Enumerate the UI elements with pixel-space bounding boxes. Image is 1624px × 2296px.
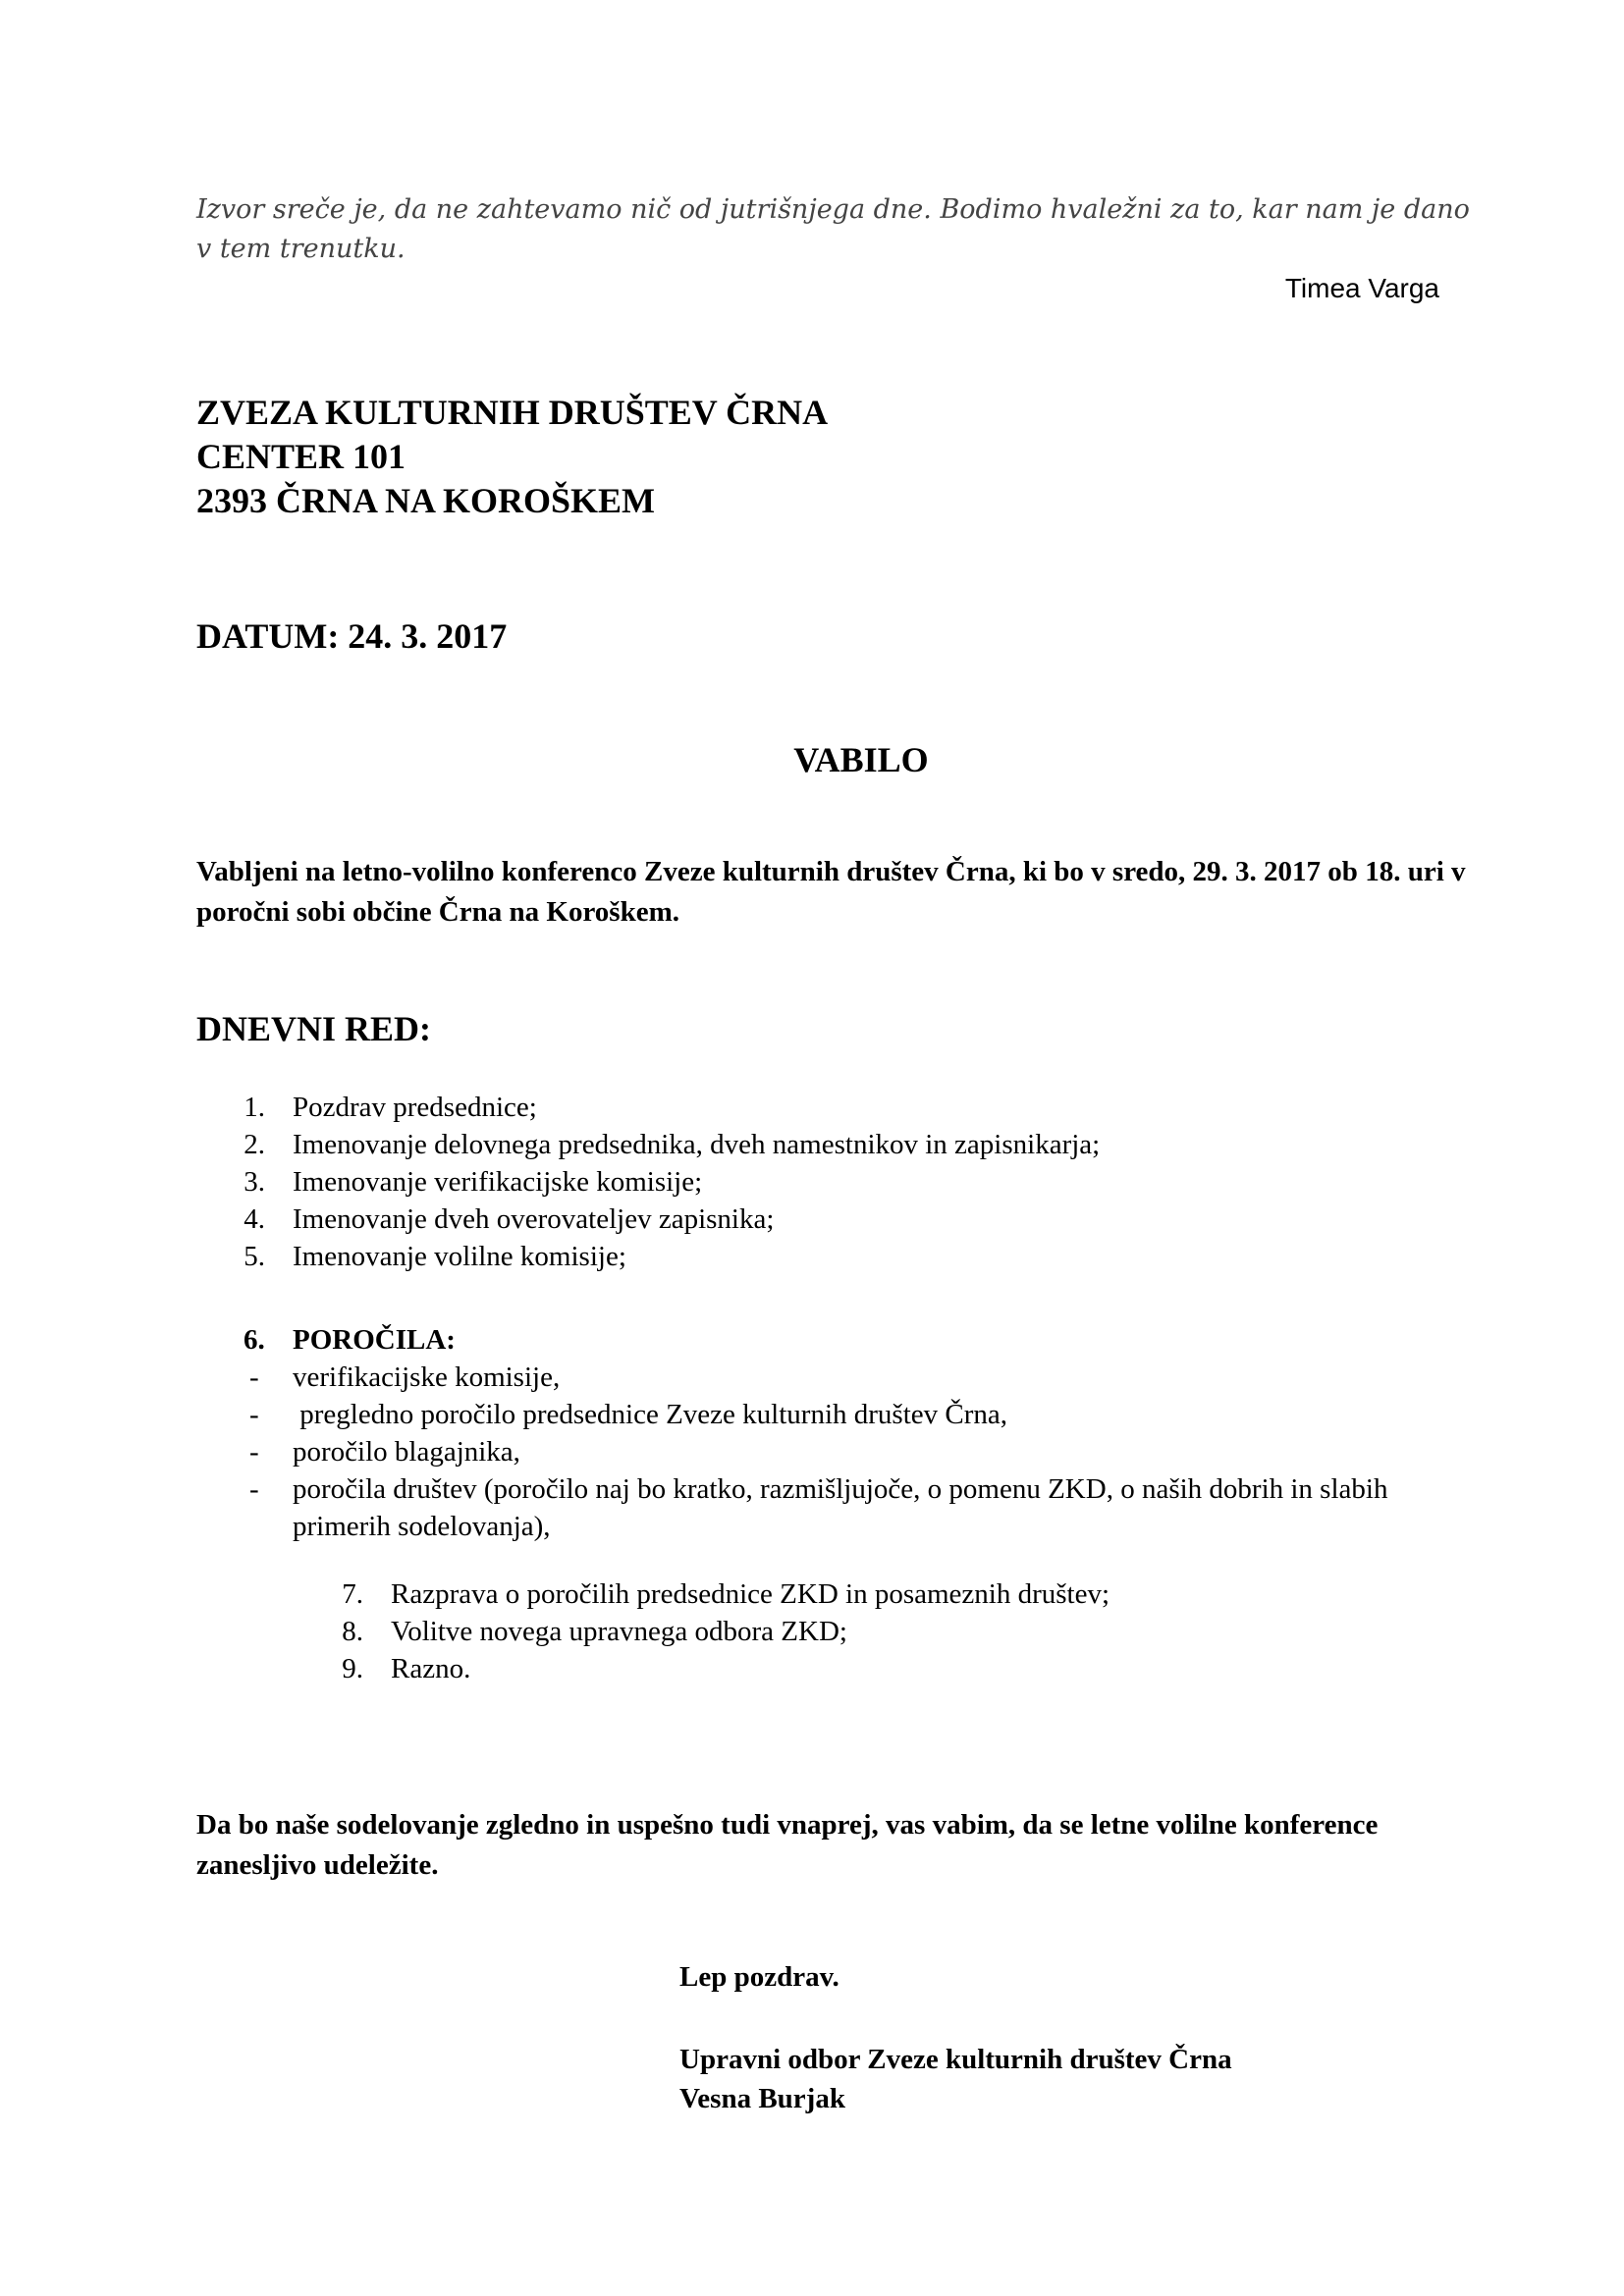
report-item xyxy=(196,1433,1473,1470)
invitation-text: Vabljeni na letno-volilno konferenco Zveze kulturnih društev Črna, ki bo v sredo, 29. 3. 2017 ob 18. uri v poročni sobi občine Črna na Koroškem. xyxy=(196,856,1466,928)
agenda-item-number: 3. xyxy=(244,1166,265,1198)
agenda-item-text: Imenovanje verifikacijske komisije; xyxy=(293,1166,703,1198)
reports-number: 6. xyxy=(244,1324,265,1356)
agenda-item-text: Volitve novega upravnega odbora ZKD; xyxy=(391,1616,847,1647)
document-title: VABILO xyxy=(793,740,929,779)
agenda-heading: DNEVNI RED: xyxy=(196,1009,432,1048)
agenda-item-text: Imenovanje delovnega predsednika, dveh namestnikov in zapisnikarja; xyxy=(293,1129,1101,1160)
reports-heading-row xyxy=(196,1321,1473,1359)
report-item-text: verifikacijske komisije, xyxy=(293,1362,561,1393)
organization-address xyxy=(196,391,828,523)
motto-quote: Izvor sreče je, da ne zahtevamo nič od jutrišnjega dne. Bodimo hvaležni za to, kar nam je dano v tem trenutku. xyxy=(196,194,1470,264)
organization-name: ZVEZA KULTURNIH DRUŠTEV ČRNA xyxy=(196,393,829,432)
report-item xyxy=(196,1470,1473,1545)
organization-city: 2393 ČRNA NA KOROŠKEM xyxy=(196,481,656,520)
agenda-item-text: Razprava o poročilih predsednice ZKD in posameznih društev; xyxy=(391,1578,1110,1610)
signature-block xyxy=(679,2040,1232,2118)
agenda-item xyxy=(196,1089,1473,1126)
agenda-item xyxy=(196,1163,1473,1201)
quote-author: Timea Varga xyxy=(1284,273,1439,303)
report-item-text: pregledno poročilo predsednice Zveze kulturnih društev Črna, xyxy=(293,1399,1007,1430)
dash-bullet: - xyxy=(249,1399,259,1430)
agenda-item-number: 9. xyxy=(342,1653,363,1684)
report-item xyxy=(196,1359,1473,1396)
agenda-item-number: 5. xyxy=(244,1241,265,1272)
reports-section xyxy=(196,1321,1473,1545)
report-item-text: poročilo blagajnika, xyxy=(293,1436,520,1468)
dash-bullet: - xyxy=(249,1436,259,1468)
agenda-list xyxy=(196,1089,1473,1275)
agenda-item-number: 4. xyxy=(244,1203,265,1235)
agenda-item-number: 1. xyxy=(244,1092,265,1123)
agenda-item-text: Imenovanje volilne komisije; xyxy=(293,1241,626,1272)
agenda-item-number: 7. xyxy=(342,1578,363,1610)
reports-heading: POROČILA: xyxy=(293,1324,456,1356)
organization-street: CENTER 101 xyxy=(196,437,406,476)
agenda-list-continued xyxy=(196,1575,1473,1687)
dash-bullet: - xyxy=(249,1473,259,1505)
closing-paragraph: Da bo naše sodelovanje zgledno in uspešno tudi vnaprej, vas vabim, da se letne volilne konference zanesljivo udeležite. xyxy=(196,1809,1379,1881)
agenda-item xyxy=(196,1238,1473,1275)
agenda-item xyxy=(196,1575,1473,1613)
signature-organization: Upravni odbor Zveze kulturnih društev Črna xyxy=(679,2044,1232,2075)
report-item xyxy=(196,1396,1473,1433)
signature-name: Vesna Burjak xyxy=(679,2083,845,2114)
dash-bullet: - xyxy=(249,1362,259,1393)
agenda-item-number: 2. xyxy=(244,1129,265,1160)
agenda-item xyxy=(196,1126,1473,1163)
document-date: DATUM: 24. 3. 2017 xyxy=(196,616,508,656)
agenda-item-text: Pozdrav predsednice; xyxy=(293,1092,537,1123)
greeting: Lep pozdrav. xyxy=(679,1961,839,1993)
report-item-text: poročila društev (poročilo naj bo kratko, razmišljujoče, o pomenu ZKD, o naših dobrih in slabih primerih sodelovanja), xyxy=(293,1473,1388,1542)
agenda-item xyxy=(196,1201,1473,1238)
agenda-item-text: Razno. xyxy=(391,1653,471,1684)
agenda-item xyxy=(196,1650,1473,1687)
agenda-item xyxy=(196,1613,1473,1650)
agenda-item-text: Imenovanje dveh overovateljev zapisnika; xyxy=(293,1203,775,1235)
agenda-item-number: 8. xyxy=(342,1616,363,1647)
